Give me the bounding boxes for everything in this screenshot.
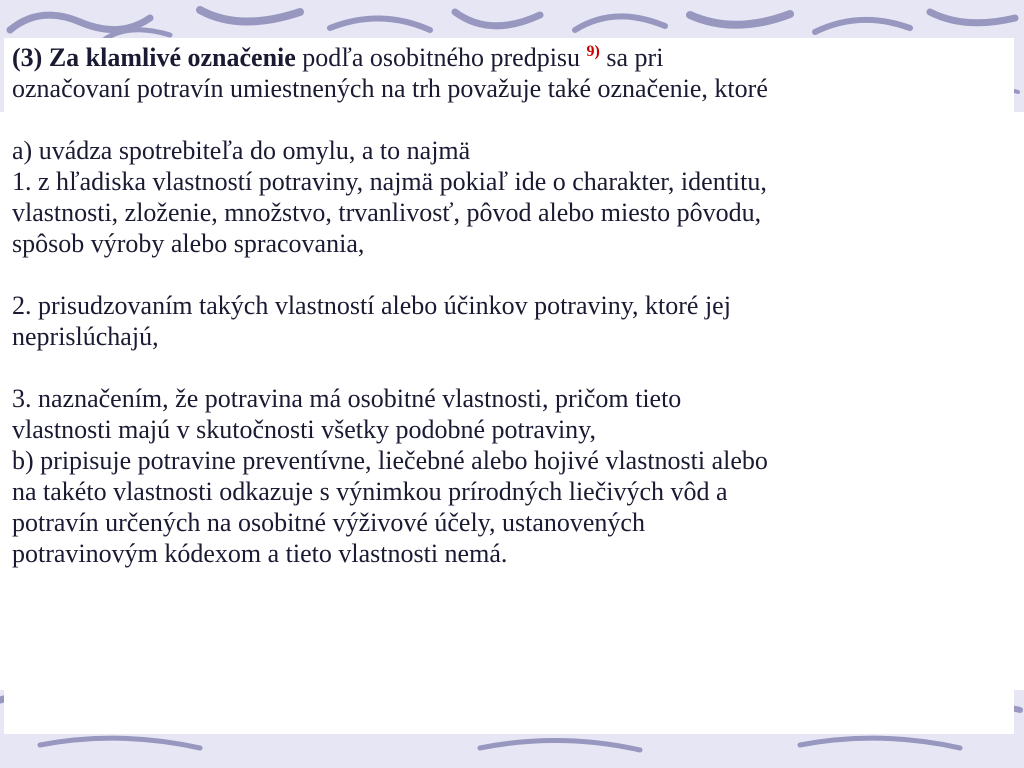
- item-3-line-2: vlastnosti majú v skutočnosti všetky podobné potraviny,: [12, 415, 596, 444]
- item-1-line-1: 1. z hľadiska vlastností potraviny, najmä pokiaľ ide o charakter, identitu,: [12, 167, 767, 196]
- intro-line-1: [12, 42, 1012, 73]
- point-b-line-3: potravín určených na osobitné výživové účely, ustanovených: [12, 508, 645, 537]
- item-2-line-1: 2. prisudzovaním takých vlastností alebo účinkov potraviny, ktoré jej: [12, 291, 731, 320]
- intro-text-before-ref: podľa osobitného predpisu: [295, 43, 587, 72]
- item-1-line-3: spôsob výroby alebo spracovania,: [12, 229, 365, 258]
- point-b-line-1: b) pripisuje potravine preventívne, liečebné alebo hojivé vlastnosti alebo: [12, 446, 768, 475]
- footnote-reference: 9): [586, 43, 600, 60]
- intro-line-2: označovaní potravín umiestnených na trh považuje také označenie, ktoré: [12, 74, 768, 103]
- intro-text-after-ref: sa pri: [599, 43, 664, 72]
- item-2-line-2: neprislúchajú,: [12, 322, 159, 351]
- intro-bold-lead: (3) Za klamlivé označenie: [12, 43, 296, 72]
- item-3-line-1: 3. naznačením, že potravina má osobitné vlastnosti, pričom tieto: [12, 384, 682, 413]
- point-b-line-4: potravinovým kódexom a tieto vlastnosti nemá.: [12, 539, 508, 568]
- point-b-line-2: na takéto vlastnosti odkazuje s výnimkou prírodných liečivých vôd a: [12, 477, 728, 506]
- item-1-line-2: vlastnosti, zloženie, množstvo, trvanlivosť, pôvod alebo miesto pôvodu,: [12, 198, 762, 227]
- slide-body: [12, 42, 1012, 569]
- point-a-heading: a) uvádza spotrebiteľa do omylu, a to najmä: [12, 136, 471, 165]
